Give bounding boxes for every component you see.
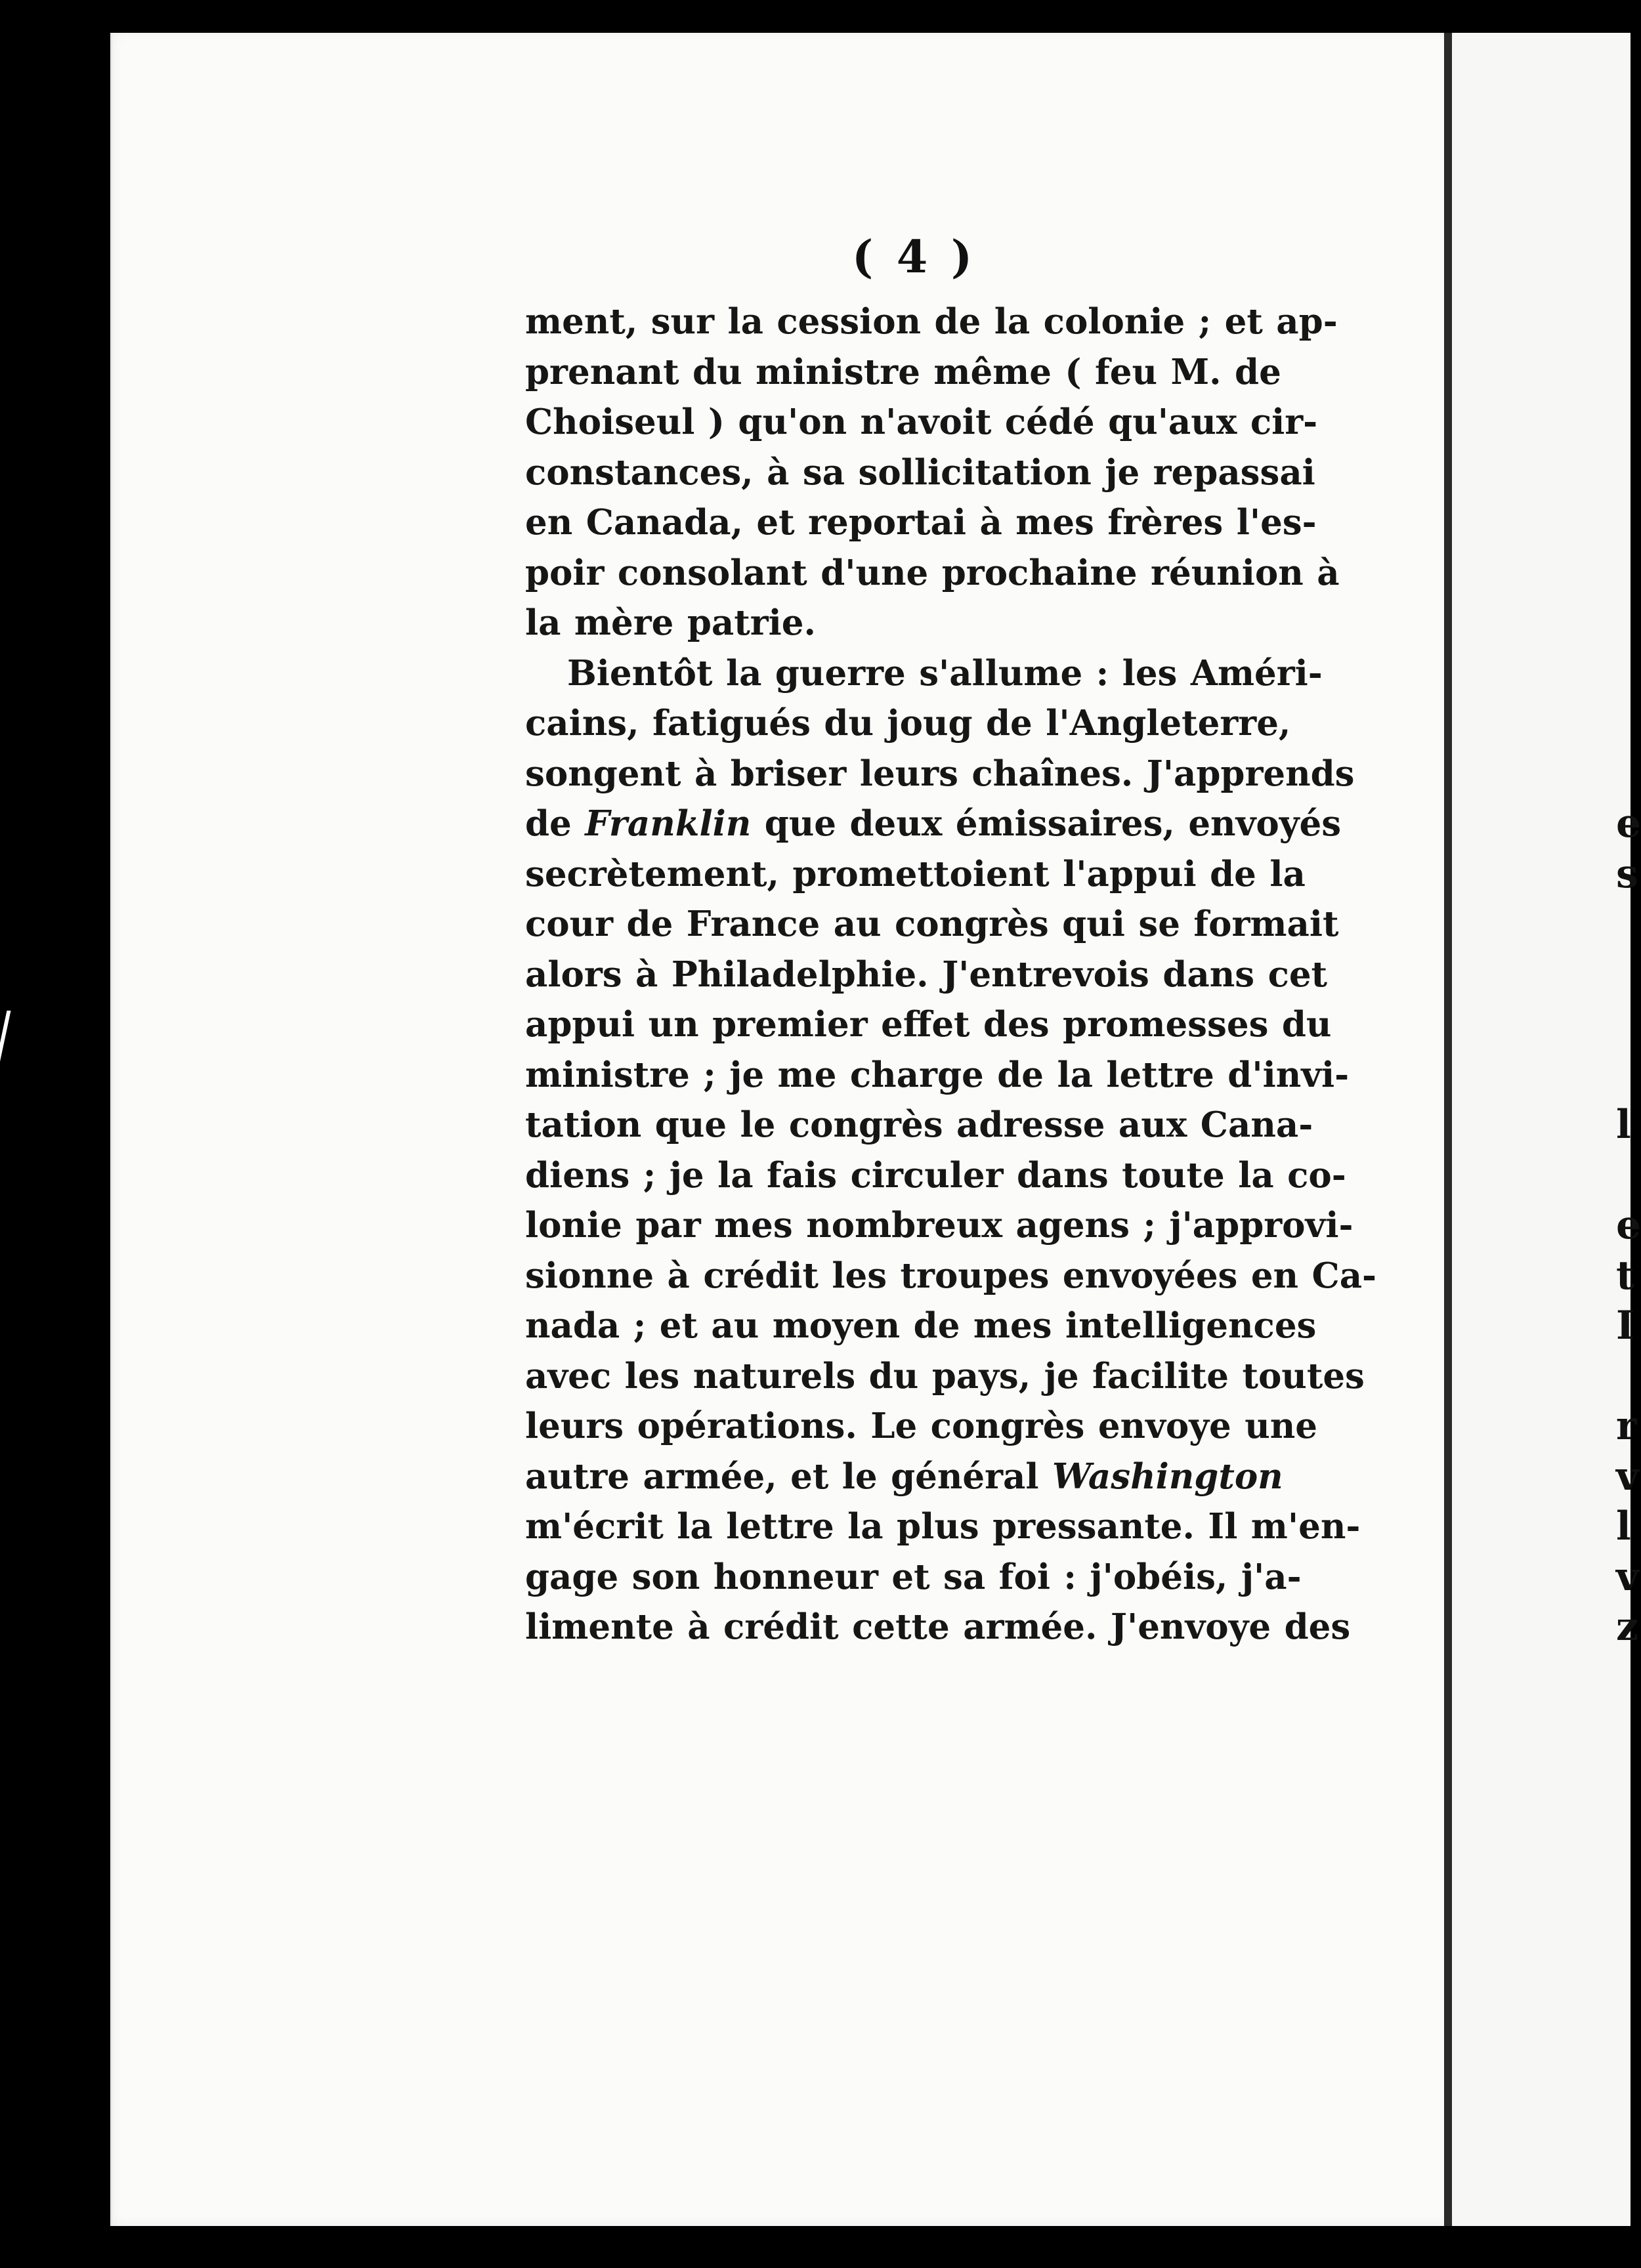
page-number: ( 4 ): [852, 231, 977, 284]
text-run: prenant du ministre même ( feu M. de: [525, 351, 1281, 392]
text-run: m'écrit la lettre la plus pressante. Il m'en-: [525, 1506, 1361, 1547]
text-run: tation que le congrès adresse aux Cana-: [525, 1104, 1313, 1145]
italic-name: Franklin: [585, 803, 752, 844]
text-line: [525, 799, 1342, 849]
text-line: [525, 1050, 1350, 1101]
text-line: [525, 497, 1317, 548]
text-run: ministre ; je me charge de la lettre d'invi-: [525, 1054, 1350, 1095]
text-run: ment, sur la cession de la colonie ; et ap-: [525, 301, 1338, 342]
text-line: [525, 397, 1318, 448]
text-run: constances, à sa sollicitation je repassai: [525, 452, 1315, 493]
text-line: [525, 1602, 1351, 1652]
facing-page-glyph: e: [1616, 801, 1641, 847]
facing-page-glyph: e: [1616, 1202, 1641, 1248]
text-run: secrètement, promettoient l'appui de la: [525, 853, 1306, 894]
facing-page-glyph: v: [1616, 1553, 1639, 1600]
text-run: en Canada, et reportai à mes frères l'es-: [525, 502, 1317, 543]
text-run: cains, fatigués du joug de l'Angleterre,: [525, 703, 1291, 744]
text-line: [525, 1552, 1302, 1603]
text-line: [525, 1301, 1317, 1351]
text-line: [525, 297, 1338, 347]
text-line: [525, 899, 1339, 950]
text-run: alors à Philadelphie. J'entrevois dans cet: [525, 954, 1328, 995]
text-line: [525, 1452, 1283, 1502]
text-line: [525, 1502, 1361, 1552]
text-run: gage son honneur et sa foi : j'obéis, j'a-: [525, 1556, 1302, 1597]
text-run: poir consolant d'une prochaine réunion à: [525, 552, 1340, 593]
text-line: [525, 1351, 1365, 1402]
text-run: avec les naturels du pays, je facilite toutes: [525, 1355, 1365, 1396]
text-line: [525, 749, 1355, 799]
facing-page-glyph: I: [1616, 1303, 1635, 1349]
text-run: appui un premier effet des promesses du: [525, 1004, 1332, 1045]
text-line: [525, 598, 1260, 648]
text-run: sionne à crédit les troupes envoyées en Ca-: [525, 1255, 1377, 1296]
text-line: [525, 1150, 1346, 1201]
text-run: limente à crédit cette armée. J'envoye des: [525, 1606, 1351, 1647]
text-line: [525, 548, 1340, 598]
text-run: leurs opérations. Le congrès envoye une: [525, 1406, 1317, 1446]
book-spine: [1444, 33, 1452, 2226]
text-line: [525, 950, 1328, 1000]
text-line: [525, 1200, 1353, 1251]
facing-page-glyph: l: [1616, 1503, 1631, 1549]
text-line: [525, 1100, 1313, 1150]
text-run: Bientôt la guerre s'allume : les Améri-: [567, 652, 1323, 694]
text-line: [525, 999, 1332, 1050]
text-run: la mère patrie.: [525, 602, 816, 643]
text-run: autre armée, et le général: [525, 1456, 1052, 1497]
italic-name: Washington: [1052, 1456, 1283, 1497]
facing-page-glyph: v: [1616, 1453, 1639, 1500]
text-run: lonie par mes nombreux agens ; j'approvi-: [525, 1205, 1353, 1246]
body-text: [525, 297, 1377, 1652]
facing-page-edge: [1453, 33, 1630, 2226]
text-line: [525, 347, 1281, 398]
text-line: [525, 849, 1306, 900]
facing-page-glyph: s: [1616, 850, 1638, 897]
text-line: [525, 1401, 1317, 1452]
text-run: que deux émissaires, envoyés: [751, 803, 1342, 844]
text-line: [525, 448, 1315, 498]
facing-page-glyph: l: [1616, 1102, 1631, 1148]
text-run: diens ; je la fais circuler dans toute la co-: [525, 1154, 1346, 1196]
text-run: nada ; et au moyen de mes intelligences: [525, 1305, 1317, 1346]
text-run: Choiseul ) qu'on n'avoit cédé qu'aux cir-: [525, 402, 1318, 442]
facing-page-glyph: z: [1616, 1604, 1639, 1650]
text-run: cour de France au congrès qui se formait: [525, 904, 1339, 944]
facing-page-glyph: t: [1616, 1252, 1634, 1299]
text-run: de: [525, 803, 586, 844]
text-line: [525, 648, 1323, 699]
text-line: [525, 698, 1291, 749]
scan-edge-mark: [0, 1011, 11, 1063]
facing-page-glyph: r: [1616, 1403, 1637, 1449]
text-run: songent à briser leurs chaînes. J'apprends: [525, 753, 1355, 794]
text-line: [525, 1251, 1377, 1301]
